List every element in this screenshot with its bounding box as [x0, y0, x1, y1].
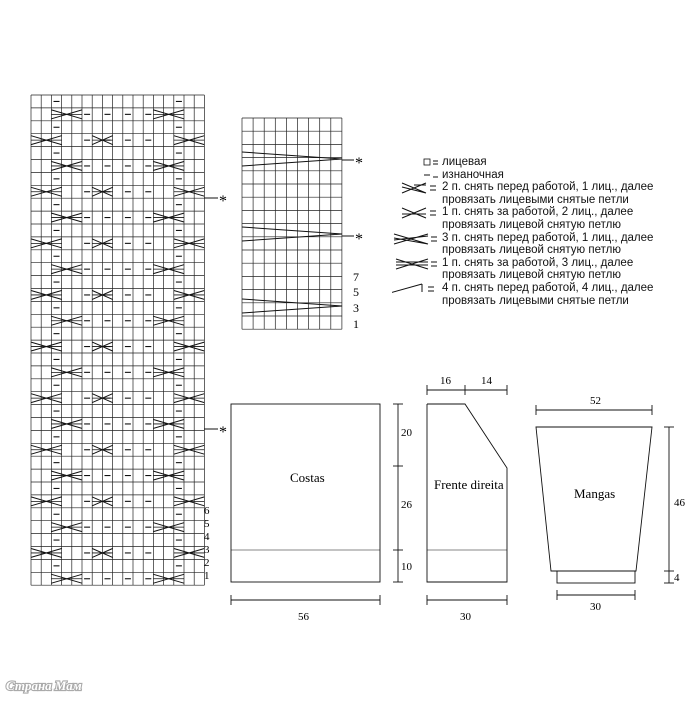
- stitch-legend: [392, 156, 692, 307]
- watermark-logo: Страна Мам: [6, 678, 82, 693]
- legend-item-cable-1-3-back: 1 п. снять за работой, 3 лиц., далее провязать лицевой снятую петлю: [392, 257, 692, 282]
- legend-item-cable-1-2-back: 1 п. снять за работой, 2 лиц., далее провязать лицевой снятую петлю: [392, 206, 692, 231]
- small-chart-star-2: *: [355, 231, 363, 248]
- main-chart-star-2: *: [219, 424, 227, 441]
- sleeve-schematic: [536, 405, 674, 600]
- back-height-bottom: 10: [401, 561, 412, 573]
- main-chart-star-1: *: [219, 193, 227, 210]
- main-row-number-1: 1: [204, 570, 210, 582]
- sleeve-cuff-height: 4: [674, 572, 680, 584]
- small-chart-star-1: *: [355, 155, 363, 172]
- sleeve-bottom-width: 30: [590, 601, 601, 613]
- purl-dash-icon: [392, 169, 442, 181]
- cable-3-1-front-icon: [392, 232, 442, 244]
- cable-2-1-front-icon: [392, 181, 442, 193]
- main-row-number-2: 2: [204, 557, 210, 569]
- front-top-left: 16: [440, 375, 451, 387]
- legend-item-cable-2-1-front: 2 п. снять перед работой, 1 лиц., далее провязать лицевыми снятые петли: [392, 181, 692, 206]
- main-row-number-6: 6: [204, 505, 210, 517]
- back-height-mid: 26: [401, 499, 412, 511]
- sleeve-label: Mangas: [574, 486, 616, 501]
- back-height-top: 20: [401, 427, 412, 439]
- cable-1-3-back-icon: [392, 257, 442, 269]
- sleeve-height: 46: [674, 497, 685, 509]
- small-row-number-5: 5: [353, 285, 359, 299]
- legend-item-knit: лицевая: [392, 156, 692, 169]
- back-label: Costas: [290, 470, 325, 485]
- main-row-number-5: 5: [204, 518, 210, 530]
- legend-item-cable-3-1-front: 3 п. снять перед работой, 1 лиц., далее провязать лицевой снятую петлю: [392, 232, 692, 257]
- front-label: Frente direita: [434, 477, 504, 492]
- main-row-number-4: 4: [204, 531, 210, 543]
- small-row-number-1: 1: [353, 317, 359, 331]
- main-row-number-3: 3: [204, 544, 210, 556]
- back-width: 56: [298, 611, 309, 623]
- back-schematic: [231, 404, 403, 605]
- cable-1-2-back-icon: [392, 206, 442, 218]
- legend-item-cable-4-1-front: 4 п. снять перед работой, 4 лиц., далее провязать лицевыми снятые петли: [392, 282, 692, 307]
- small-row-number-7: 7: [353, 270, 359, 284]
- legend-item-purl: изнаночная: [392, 169, 692, 182]
- front-width: 30: [460, 611, 471, 623]
- small-row-number-3: 3: [353, 301, 359, 315]
- small-stitch-chart: [242, 118, 363, 331]
- cable-4-1-front-icon: [392, 282, 442, 294]
- sleeve-top-width: 52: [590, 395, 601, 407]
- main-stitch-chart: [31, 95, 227, 585]
- front-top-right: 14: [481, 375, 492, 387]
- knit-square-icon: [392, 156, 442, 168]
- front-schematic: [427, 385, 507, 605]
